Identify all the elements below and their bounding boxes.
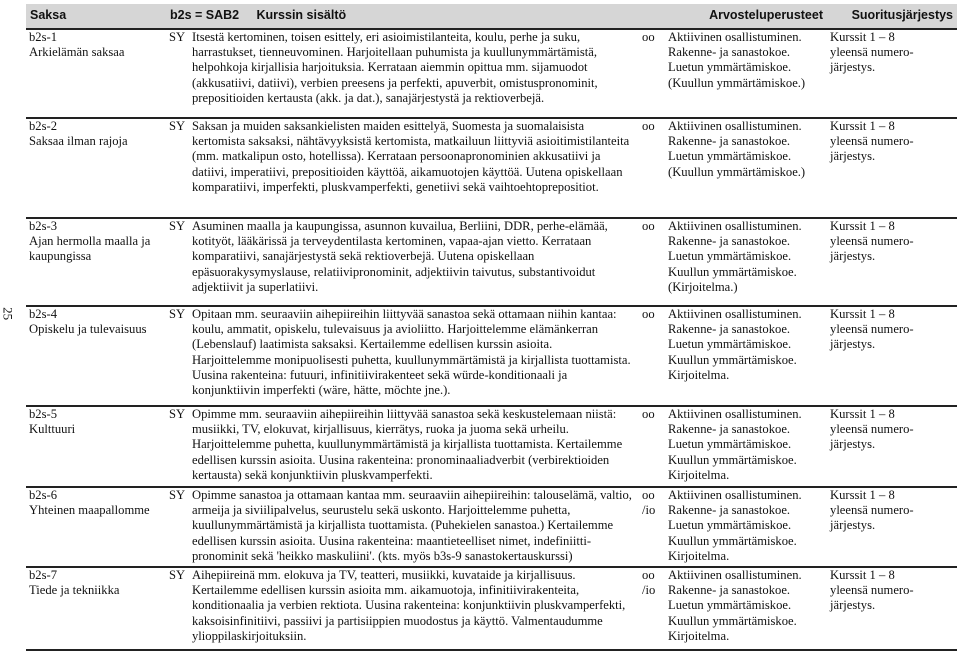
header-course: Saksa: [26, 4, 166, 29]
assessment-cell: [665, 406, 827, 487]
course-code: b2s-7: [29, 568, 57, 582]
assessment-item: Kirjoitelma.: [668, 367, 730, 382]
assessment-item: Rakenne- ja sanastokoe.: [668, 134, 791, 149]
scale-cell: [639, 118, 665, 218]
performance-item: järjestys.: [830, 437, 876, 452]
assessment-item: Rakenne- ja sanastokoe.: [668, 583, 791, 598]
type-cell: [166, 306, 189, 406]
content-cell: [189, 29, 639, 118]
performance-item: Kurssit 1 – 8: [830, 30, 895, 44]
table-row: [26, 118, 957, 218]
course-code: b2s-3: [29, 219, 57, 233]
course-title: Tiede ja tekniikka: [29, 583, 120, 598]
performance-item: Kurssit 1 – 8: [830, 119, 895, 133]
assessment-item: Rakenne- ja sanastokoe.: [668, 503, 791, 518]
header-code: b2s = SAB2: [170, 8, 240, 23]
assessment-item: Aktiivinen osallistuminen.: [668, 488, 802, 502]
performance-cell: [827, 306, 957, 406]
performance-cell: [827, 487, 957, 567]
course-content: Saksan ja muiden saksankielisten maiden esittelyä, Suomesta ja suomalaisista kertomista saksaksi, nähtävyyksistä kertomista, matkailuun liittyviä asioitimistilanteita (mm. matkalipun osto, hotellissa). Kerrataan persoonapronominien akkusatiivi ja datiivi, imperatiivi, prepositioiden käyttöä, aikamuotojen käyttöä. Uutena opiskellaan komparatiivi, imperfekti, pluskvamperfekti, genetiivi sekä vaihtoehtoprepositiot.: [192, 119, 630, 194]
table-row: [26, 306, 957, 406]
performance-item: Kurssit 1 – 8: [830, 488, 895, 502]
performance-item: yleensä numero-: [830, 422, 914, 437]
assessment-cell: [665, 306, 827, 406]
performance-cell: [827, 218, 957, 306]
table-body: [26, 29, 957, 650]
assessment-item: (Kirjoitelma.): [668, 279, 738, 294]
course-cell: [26, 218, 166, 306]
type-cell: [166, 118, 189, 218]
course-cell: [26, 118, 166, 218]
page-number: 25: [0, 307, 16, 321]
course-code: b2s-5: [29, 407, 57, 421]
performance-cell: [827, 118, 957, 218]
header-performance: Suoritusjärjestys: [827, 4, 957, 29]
course-type: SY: [169, 219, 186, 233]
table-row: [26, 567, 957, 650]
assessment-item: Aktiivinen osallistuminen.: [668, 30, 802, 44]
assessment-item: Luetun ymmärtämiskoe.: [668, 518, 792, 533]
assessment-item: (Kuullun ymmärtämiskoe.): [668, 164, 806, 179]
course-content: Itsestä kertominen, toisen esittely, eri asioimistilanteita, koulu, perhe ja suku, harrastukset, tienneuvominen. Harjoitellaan puhumista ja kuullunymmärtämistä, helpohkoja kirjallisia harjoituksia. Kerrataan aiemmin opittua mm. sijamuodot (akkusatiivi, datiivi), verbien preesens ja perfekti, apuverbit, omistuspronominit, prepositioiden kertausta (akk. ja dat.), sanajärjestystä ja rektioverbejä.: [192, 30, 598, 105]
assessment-item: Kuullun ymmärtämiskoe.: [668, 533, 797, 548]
assessment-item: Kirjoitelma.: [668, 548, 730, 563]
performance-item: järjestys.: [830, 518, 876, 533]
course-content: Opimme mm. seuraaviin aihepiireihin liittyvää sanastoa sekä keskustelemaan niistä: musiikki, TV, elokuvat, kirjallisuus, kierrätys, ruoka ja juoma sekä urheilu. Harjoittelemme puhetta, kuullunymmärtämistä ja kirjallista tuottamista. Kertailemme edellisen kurssin asioita. Uusina rakenteina: pronominaaliadverbit (verbirektioiden kertausta) sekä konjunktiivin pluskvamperfekti.: [192, 407, 623, 482]
assessment-item: Rakenne- ja sanastokoe.: [668, 234, 791, 249]
content-cell: [189, 118, 639, 218]
performance-item: järjestys.: [830, 249, 876, 264]
course-title: Kulttuuri: [29, 422, 76, 437]
content-cell: [189, 218, 639, 306]
performance-item: yleensä numero-: [830, 234, 914, 249]
performance-item: järjestys.: [830, 60, 876, 75]
course-cell: [26, 567, 166, 650]
scale-cell: [639, 29, 665, 118]
performance-item: yleensä numero-: [830, 45, 914, 60]
grading-scale: oo /io: [642, 568, 656, 598]
grading-scale: oo: [642, 219, 655, 233]
assessment-cell: [665, 218, 827, 306]
grading-scale: oo: [642, 30, 655, 44]
assessment-item: Luetun ymmärtämiskoe.: [668, 337, 792, 352]
course-type: SY: [169, 30, 186, 44]
type-cell: [166, 29, 189, 118]
content-cell: [189, 406, 639, 487]
assessment-item: Kuullun ymmärtämiskoe.: [668, 352, 797, 367]
assessment-item: Aktiivinen osallistuminen.: [668, 119, 802, 133]
performance-item: Kurssit 1 – 8: [830, 219, 895, 233]
scale-cell: [639, 567, 665, 650]
performance-item: Kurssit 1 – 8: [830, 307, 895, 321]
assessment-item: Kuullun ymmärtämiskoe.: [668, 613, 797, 628]
assessment-item: Kirjoitelma.: [668, 467, 730, 482]
course-title: Opiskelu ja tulevaisuus: [29, 322, 147, 337]
course-title: Yhteinen maapallomme: [29, 503, 150, 518]
course-content: Asuminen maalla ja kaupungissa, asunnon kuvailua, Berliini, DDR, perhe-elämää, kotityöt, lääkärissä ja terveydentilasta kertominen, vapaa-ajan vietto. Kerrataan komparatiivi, sanajärjestystä sekä rektioverbejä. Uutena opiskellaan epäsuorakysymyslause, relatiivipronominit, adjektiivin taivutus, substantivoidut adjektiivit ja superlatiivi.: [192, 219, 608, 294]
course-cell: [26, 29, 166, 118]
header-content: Kurssin sisältö: [256, 8, 347, 23]
assessment-item: Luetun ymmärtämiskoe.: [668, 598, 792, 613]
course-cell: [26, 306, 166, 406]
type-cell: [166, 218, 189, 306]
header-code-and-content: [166, 4, 639, 29]
performance-item: järjestys.: [830, 337, 876, 352]
content-cell: [189, 306, 639, 406]
scale-cell: [639, 487, 665, 567]
grading-scale: oo: [642, 119, 655, 133]
assessment-item: Aktiivinen osallistuminen.: [668, 219, 802, 233]
assessment-item: Rakenne- ja sanastokoe.: [668, 45, 791, 60]
performance-cell: [827, 567, 957, 650]
performance-cell: [827, 29, 957, 118]
scale-cell: [639, 306, 665, 406]
assessment-item: Luetun ymmärtämiskoe.: [668, 437, 792, 452]
type-cell: [166, 567, 189, 650]
assessment-item: Kuullun ymmärtämiskoe.: [668, 264, 797, 279]
course-type: SY: [169, 119, 186, 133]
course-content: Opimme sanastoa ja ottamaan kantaa mm. seuraaviin aihepiireihin: talouselämä, valtio, armeija ja siviilipalvelus, seurustelu sekä uskonto. Harjoittelemme puhetta, kuullunymmärtämistä ja kirjallista tuottamista. (Puhekielen sanastoa.) Kertailemme edellisen kurssin asioita. Uusina rakenteina: maantieteelliset nimet, indefiniitti-pronominit sekä 'heikko maskuliini'. (kts. myös b3s-9 sanastokertauskurssi): [192, 488, 632, 563]
assessment-item: Rakenne- ja sanastokoe.: [668, 422, 791, 437]
assessment-item: Luetun ymmärtämiskoe.: [668, 60, 792, 75]
content-cell: [189, 567, 639, 650]
assessment-item: Luetun ymmärtämiskoe.: [668, 249, 792, 264]
table-row: [26, 487, 957, 567]
table-header: [26, 4, 957, 29]
scale-cell: [639, 218, 665, 306]
header-assessment: Arvosteluperusteet: [639, 4, 827, 29]
performance-item: yleensä numero-: [830, 322, 914, 337]
course-type: SY: [169, 568, 186, 582]
assessment-item: Luetun ymmärtämiskoe.: [668, 149, 792, 164]
performance-item: yleensä numero-: [830, 503, 914, 518]
course-code: b2s-2: [29, 119, 57, 133]
assessment-item: Kuullun ymmärtämiskoe.: [668, 452, 797, 467]
performance-item: yleensä numero-: [830, 583, 914, 598]
course-title: Ajan hermolla maalla ja kaupungissa: [29, 234, 151, 264]
course-title: Saksaa ilman rajoja: [29, 134, 128, 149]
performance-item: yleensä numero-: [830, 134, 914, 149]
course-cell: [26, 406, 166, 487]
course-code: b2s-4: [29, 307, 57, 321]
assessment-cell: [665, 29, 827, 118]
course-content: Aihepiireinä mm. elokuva ja TV, teatteri, musiikki, kuvataide ja kirjallisuus. Kertailemme edellisen kurssin asioita mm. aikamuotoja, infinitiivirakenteita, konditionaalia ja verbien rektiota. Uusina rakenteina: konjunktiivin pluskvamperfekti, kaksoisinfinitiivi, passiivi ja partisiippien muodostus ja käyttö. Valmentaudumme ylioppilaskirjoituksiin.: [192, 568, 626, 643]
assessment-cell: [665, 487, 827, 567]
assessment-item: Aktiivinen osallistuminen.: [668, 407, 802, 421]
course-title: Arkielämän saksaa: [29, 45, 125, 60]
type-cell: [166, 487, 189, 567]
course-code: b2s-1: [29, 30, 57, 44]
performance-item: Kurssit 1 – 8: [830, 568, 895, 582]
assessment-item: Aktiivinen osallistuminen.: [668, 307, 802, 321]
course-content: Opitaan mm. seuraaviin aihepiireihin liittyvää sanastoa sekä ottamaan niihin kantaa: koulu, ammatit, opiskelu, tulevaisuus ja avioliitto. Harjoittelemme elämänkerran (Lebenslauf) laatimista saksaksi. Kertailemme edellisen kurssin asioita. Harjoittelemme monipuolisesti puhetta, kuullunymmärtämistä ja kirjallista tuottamista. Uusina rakenteina: futuuri, infinitiivirakenteet sekä würde-konditionaali ja konjunktiivin imperfekti (wäre, hätte, möchte jne.).: [192, 307, 631, 398]
performance-cell: [827, 406, 957, 487]
table-row: [26, 406, 957, 487]
performance-item: järjestys.: [830, 149, 876, 164]
course-table: [26, 4, 957, 651]
performance-item: Kurssit 1 – 8: [830, 407, 895, 421]
course-type: SY: [169, 488, 186, 502]
course-code: b2s-6: [29, 488, 57, 502]
performance-item: järjestys.: [830, 598, 876, 613]
assessment-cell: [665, 118, 827, 218]
assessment-cell: [665, 567, 827, 650]
course-cell: [26, 487, 166, 567]
content-cell: [189, 487, 639, 567]
table-row: [26, 29, 957, 118]
table-row: [26, 218, 957, 306]
course-type: SY: [169, 307, 186, 321]
scale-cell: [639, 406, 665, 487]
assessment-item: Kirjoitelma.: [668, 628, 730, 643]
assessment-item: (Kuullun ymmärtämiskoe.): [668, 75, 806, 90]
assessment-item: Rakenne- ja sanastokoe.: [668, 322, 791, 337]
assessment-item: Aktiivinen osallistuminen.: [668, 568, 802, 582]
grading-scale: oo: [642, 407, 655, 421]
type-cell: [166, 406, 189, 487]
grading-scale: oo /io: [642, 488, 656, 518]
course-type: SY: [169, 407, 186, 421]
grading-scale: oo: [642, 307, 655, 321]
